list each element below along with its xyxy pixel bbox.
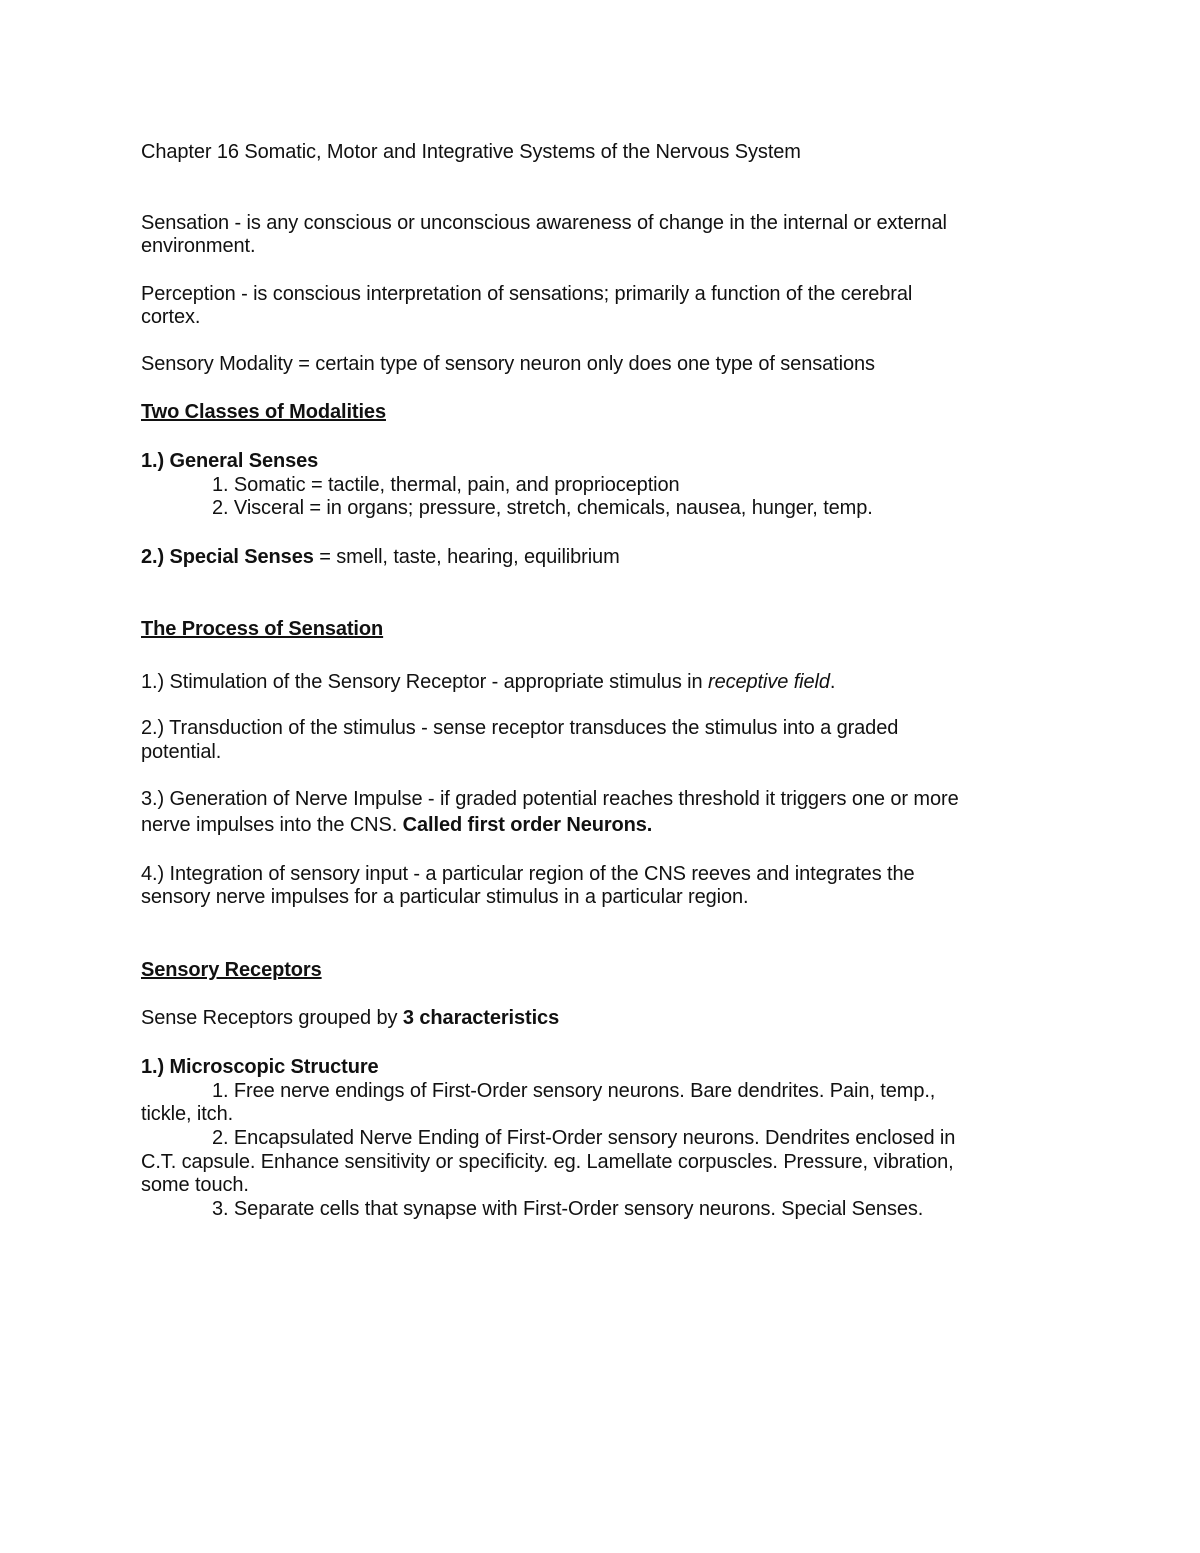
general-senses-label: 1.) General Senses [141,450,319,472]
structure-item-2-line3: some touch. [141,1174,249,1196]
process-step-3-text: nerve impulses into the CNS. [141,814,403,836]
receptors-intro [141,1006,1051,1030]
receptors-intro-text: Sense Receptors grouped by [141,1007,403,1029]
receptive-field-term: receptive field [708,671,830,693]
structure-item-1-line1: 1. Free nerve endings of First-Order sensory neurons. Bare dendrites. Pain, temp., [212,1080,936,1102]
process-step-1 [141,670,1051,694]
process-step-4-line2: sensory nerve impulses for a particular stimulus in a particular region. [141,886,749,908]
process-step-2-line2: potential. [141,741,222,763]
process-heading: The Process of Sensation [141,618,384,640]
process-step-2-line1: 2.) Transduction of the stimulus - sense receptor transduces the stimulus into a graded [141,717,899,739]
perception-definition-line2: cortex. [141,306,201,328]
two-classes-heading: Two Classes of Modalities [141,401,386,423]
process-step-4-line1: 4.) Integration of sensory input - a particular region of the CNS reeves and integrates the [141,863,915,885]
sensation-definition-line1: Sensation - is any conscious or unconscious awareness of change in the internal or external [141,212,947,234]
structure-item-2-line2: C.T. capsule. Enhance sensitivity or specificity. eg. Lamellate corpuscles. Pressure, vibration, [141,1151,954,1173]
special-senses-line [141,545,1051,569]
microscopic-structure-label: 1.) Microscopic Structure [141,1056,379,1078]
sensory-receptors-heading: Sensory Receptors [141,959,322,981]
structure-item-2-line1: 2. Encapsulated Nerve Ending of First-Order sensory neurons. Dendrites enclosed in [212,1127,956,1149]
perception-definition-line1: Perception - is conscious interpretation of sensations; primarily a function of the cerebral [141,283,913,305]
process-step-3-line2 [141,813,1051,837]
process-step-1-end: . [829,671,836,693]
special-senses-label: 2.) Special Senses [141,546,314,568]
process-step-1-text: 1.) Stimulation of the Sensory Receptor - appropriate stimulus in [141,671,709,693]
sensation-definition-line2: environment. [141,235,256,257]
structure-item-1-line2: tickle, itch. [141,1103,234,1125]
process-step-3-line1: 3.) Generation of Nerve Impulse - if graded potential reaches threshold it triggers one or more [141,788,959,810]
first-order-neurons-note: Called first order Neurons. [402,814,653,836]
three-characteristics-term: 3 characteristics [402,1007,560,1029]
page-title: Chapter 16 Somatic, Motor and Integrative Systems of the Nervous System [141,141,801,163]
sensory-modality-definition: Sensory Modality = certain type of sensory neuron only does one type of sensations [141,353,875,375]
general-senses-item-visceral: 2. Visceral = in organs; pressure, stretch, chemicals, nausea, hunger, temp. [212,497,873,519]
structure-item-3: 3. Separate cells that synapse with First-Order sensory neurons. Special Senses. [212,1198,924,1220]
general-senses-item-somatic: 1. Somatic = tactile, thermal, pain, and proprioception [212,474,680,496]
special-senses-text: = smell, taste, hearing, equilibrium [313,546,620,568]
